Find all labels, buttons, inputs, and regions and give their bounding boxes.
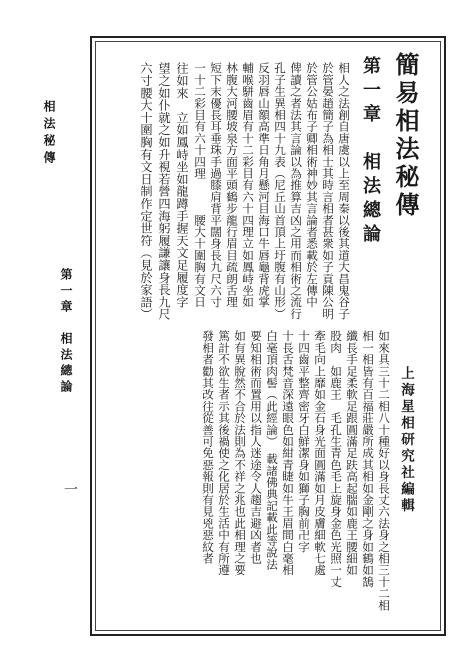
body-column: 於管公姑布子卿相術神妙其言論者悉載於左傳中 — [305, 62, 319, 308]
page-number: 一 — [62, 482, 78, 496]
margin-chapter-ref: 第一章 相法總論 — [59, 268, 73, 396]
body-column-lower: 十長舌梵音深遠眼色如紺青睫如牛王眉間白毫相 — [281, 330, 295, 576]
body-column-lower: 纖長手足柔軟足跟圓滿足趺高起腨如鹿王腰細如 — [345, 330, 359, 576]
body-column: 望之如仆就之如升視若營四海躬履謙讓身長九尺 — [157, 62, 171, 321]
body-column-lower: 股肉 如鹿王 毛孔生青色毛上旋身金色光照一丈 — [329, 330, 343, 588]
body-column-lower: 白毫頂肉髻（此經論） 載諸佛典記載此等說法 — [265, 330, 279, 570]
body-column-lower: 牽毛向上靡如金石身光面圓滿如月皮膚細軟七處 — [313, 330, 327, 576]
body-column: 六寸腰大十圍胸有文日制作定世符（見於家語） — [139, 62, 153, 321]
body-column-lower: 篤計不欲生者示其後禍使之化居於生活中有所遵 — [217, 330, 231, 576]
margin-book-title: 相法秘傳 — [42, 100, 56, 168]
body-column-lower: 要知相術而置用以指人迷途令人趨吉避凶者也 — [249, 330, 263, 564]
body-column-lower: 如來具三十二相八十種好以身長丈六法身之相三十二相 — [377, 330, 391, 611]
body-column-lower: 如有異脫然不合於法則為不祥之兆也此相理之要 — [233, 330, 247, 576]
body-column: 反羽唇山額高準日角月懸河目海口牛唇龜背虎掌 — [257, 62, 271, 308]
body-column-lower: 十四齒平整齊密牙白鮮潔身如獅子胸前卍字 — [297, 330, 311, 553]
chapter-heading: 第一章 相法總論 — [360, 56, 381, 248]
publisher-credit: 上海星相研究社編輯 — [398, 366, 414, 515]
body-column: 一十二彩目有六十四理 腰大十圍胸有文日 — [193, 62, 207, 308]
body-column: 俾讀之者法其言論以為推算吉凶之用而相術之流行 — [289, 62, 303, 320]
body-column: 相人之法創自唐虞以上至周秦以後其道大昌鬼谷子 — [337, 62, 351, 320]
book-title: 簡易相法秘傳 — [391, 52, 420, 220]
body-column-lower: 發相者勸其改往從善可免惡報則有見兇惡紋者 — [201, 330, 215, 564]
body-column-lower: 相一相皆有百福莊嚴所成其相如金剛之身如鶴如鵠 — [361, 330, 375, 588]
body-column: 孔子生異相四十九表（尼丘山首頂上圩腹有山形） — [273, 62, 287, 320]
body-column: 往如來 立如鳳峙坐如龍蹲手握天文足履度字 — [175, 62, 189, 308]
body-column: 短下末優長耳垂珠手過膝肩背平闊身長九尺六寸 — [209, 62, 223, 308]
body-column: 於管晏趙簡子為相士其時言相者甚衆如子貢陳公明 — [321, 62, 335, 320]
body-column: 輔喉駢齒眉有十二彩目有六十四理立如鳳峙坐如 — [241, 62, 255, 308]
body-column: 林腹大河腰坡泉方面平頭鶴步龍行眉目疏朗舌理 — [225, 62, 239, 308]
